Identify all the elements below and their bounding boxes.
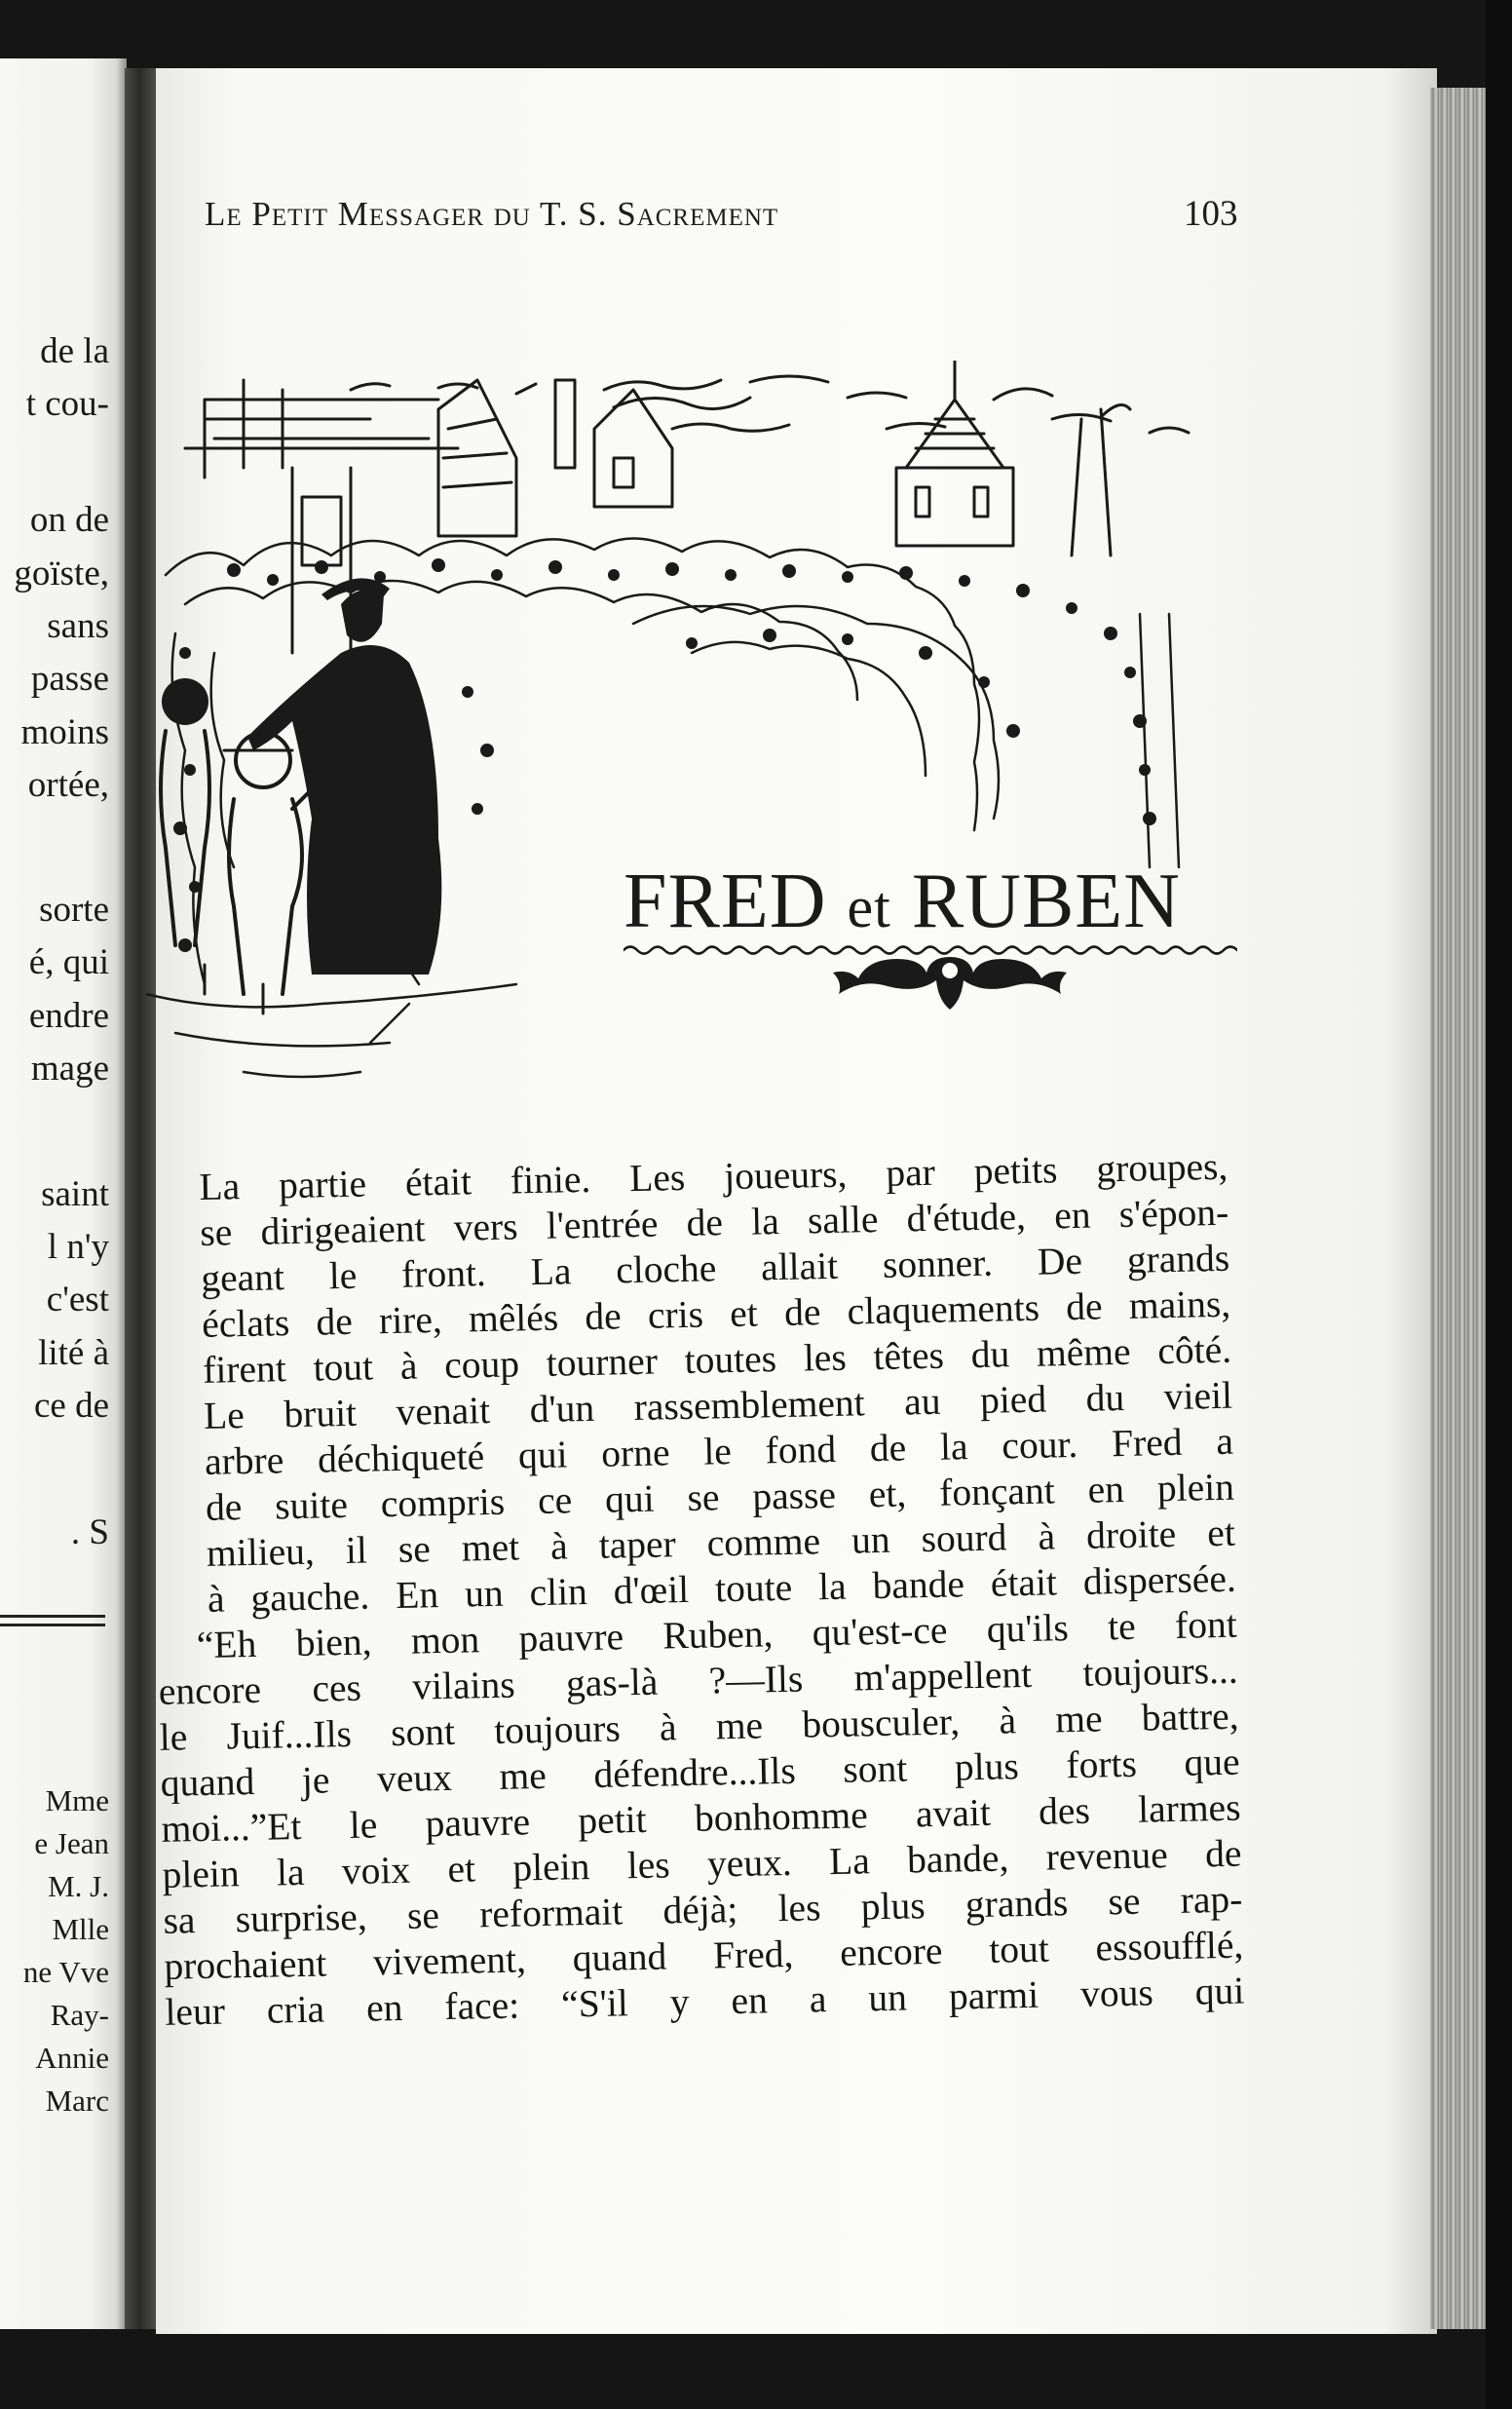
left-page-list-item: Mlle — [52, 1912, 109, 1946]
text-line: milieu, il se met à taper comme un sourd à droite et — [206, 1510, 1236, 1575]
left-page-line: ortée, — [27, 765, 109, 805]
left-page-line: de la — [40, 331, 109, 371]
left-page-line: mage — [30, 1049, 109, 1089]
left-page-line: c'est — [46, 1280, 109, 1319]
article-body — [148, 1144, 1245, 2036]
text-line: prochaient vivement, quand Fred, encore tout essoufflé, — [164, 1923, 1244, 1988]
left-page-line: t cou- — [25, 384, 109, 424]
left-page-line: goïste, — [14, 554, 109, 593]
left-page-line: moins — [20, 712, 109, 752]
old-man-figure — [224, 578, 441, 975]
text-line: arbre déchiqueté qui orne le fond de la cour. Fred a — [204, 1419, 1234, 1483]
text-line: éclats de rire, mêlés de cris et de claquements de mains, — [201, 1281, 1231, 1346]
left-page-line: sans — [47, 606, 109, 646]
left-page-line: lité à — [38, 1333, 109, 1373]
left-page-line: l n'y — [47, 1227, 109, 1267]
scanner-background — [1486, 0, 1512, 2409]
left-page-line: ce de — [33, 1386, 109, 1426]
text-line: Le bruit venait d'un rassemblement au pied du vieil — [203, 1373, 1233, 1437]
text-line: La partie était finie. Les joueurs, par petits groupes, — [199, 1144, 1228, 1208]
left-page-list-item: e Jean — [34, 1826, 109, 1860]
text-line: sa surprise, se reformait déjà; les plus grands se rap- — [163, 1877, 1243, 1942]
divider — [0, 1624, 105, 1626]
text-line: firent tout à coup tourner toutes les têtes du même côté. — [202, 1327, 1232, 1392]
text-line: encore ces vilains gas-là ?—Ils m'appellent toujours... — [158, 1648, 1239, 1713]
text-line: moi...”Et le pauvre petit bonhomme avait des larmes — [161, 1785, 1241, 1851]
text-line: plein la voix et plein les yeux. La bande, revenue de — [162, 1831, 1242, 1896]
left-page-line: endre — [28, 996, 109, 1036]
divider — [0, 1615, 105, 1618]
text-line: à gauche. En un clin d'œil toute la bande était dispersée. — [207, 1556, 1237, 1621]
left-page-line: saint — [41, 1174, 109, 1214]
left-page-line: . S — [70, 1512, 109, 1552]
paragraph-continued — [158, 1648, 1244, 2036]
text-line: leur cria en face: “S'il y en a un parmi vous qui — [164, 1969, 1245, 2034]
left-page-list-item: Ray- — [50, 1998, 109, 2032]
title-connector: et — [847, 875, 891, 939]
page-block-edge — [1430, 88, 1489, 2329]
text-line: de suite compris ce qui se passe et, fonçant en plein — [205, 1465, 1235, 1529]
running-head: Le Petit Messager du T. S. Sacrement — [205, 195, 779, 233]
engraving-illustration — [146, 361, 1281, 1140]
tower — [896, 361, 1111, 555]
left-page-list-item: Marc — [45, 2084, 109, 2118]
left-page-line: passe — [30, 659, 109, 699]
buildings — [185, 380, 672, 653]
previous-page-fragment — [0, 58, 127, 2329]
text-line: le Juif...Ils sont toujours à me bousculer, à me battre, — [159, 1694, 1239, 1759]
left-page-line: é, qui — [28, 942, 109, 982]
page-number: 103 — [1184, 194, 1238, 234]
left-page-list-item: Annie — [35, 2041, 109, 2075]
paragraph — [148, 1144, 1236, 1624]
left-page-line: on de — [29, 500, 109, 540]
text-line: quand je veux me défendre...Ils sont plus forts que — [160, 1740, 1240, 1805]
left-page-list-item: M. J. — [48, 1869, 109, 1903]
article-title — [624, 858, 1181, 946]
text-line: geant le front. La cloche allait sonner. De grands — [200, 1236, 1230, 1300]
left-page-line: sorte — [39, 890, 109, 930]
left-page-list-item: Mme — [45, 1783, 109, 1817]
text-line: se dirigeaient vers l'entrée de la salle d'étude, en s'épon- — [199, 1190, 1229, 1254]
left-page-list-item: ne Vve — [22, 1955, 109, 1989]
ornament-flourish — [818, 947, 1081, 1015]
title-word-fred: FRED — [624, 859, 827, 944]
title-word-ruben: RUBEN — [911, 859, 1181, 944]
text-line: “Eh bien, mon pauvre Ruben, qu'est-ce qu'ils te font — [196, 1602, 1238, 1667]
